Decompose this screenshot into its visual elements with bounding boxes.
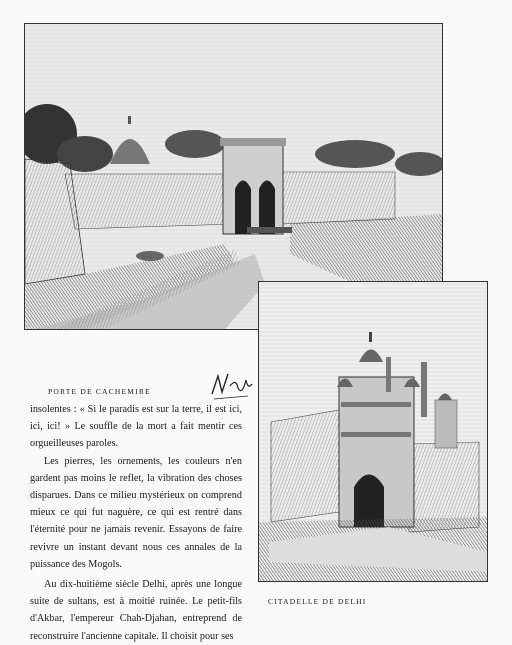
body-text-upper [30, 401, 242, 573]
paragraph-1: insolentes : « Si le paradis est sur la terre, il est ici, ici, ici! » Le souffle de la mort a fait mentir ces orgueilleuses paroles. [30, 404, 242, 450]
citadelle-de-delhi-engraving [258, 281, 488, 582]
caption-porte-de-cachemire: PORTE DE CACHEMIRE [48, 387, 151, 396]
artist-signature [208, 366, 254, 404]
body-text-lower [30, 576, 242, 645]
paragraph-2: Les pierres, les ornements, les couleurs n'en gardent pas moins le reflet, la vibration des choses disparues. Dans ce milieu mystérieux on comprend mieux ce qui fut naguère, ce qui est rentré dans l'éternité pour ne jamais revenir. Essayons de faire revivre un instant devant nous ces annales de la puissance des Mogols. [30, 455, 242, 570]
paragraph-3: Au dix-huitième siècle Delhi, après une longue suite de sultans, est à moitié ruinée. Le petit-fils d'Akbar, l'empereur Chah-Djahan, entreprend de reconstruire l'ancienne capitale. Il choisit pour ses [30, 579, 242, 642]
caption-citadelle-de-delhi: CITADELLE DE DELHI [268, 597, 367, 606]
